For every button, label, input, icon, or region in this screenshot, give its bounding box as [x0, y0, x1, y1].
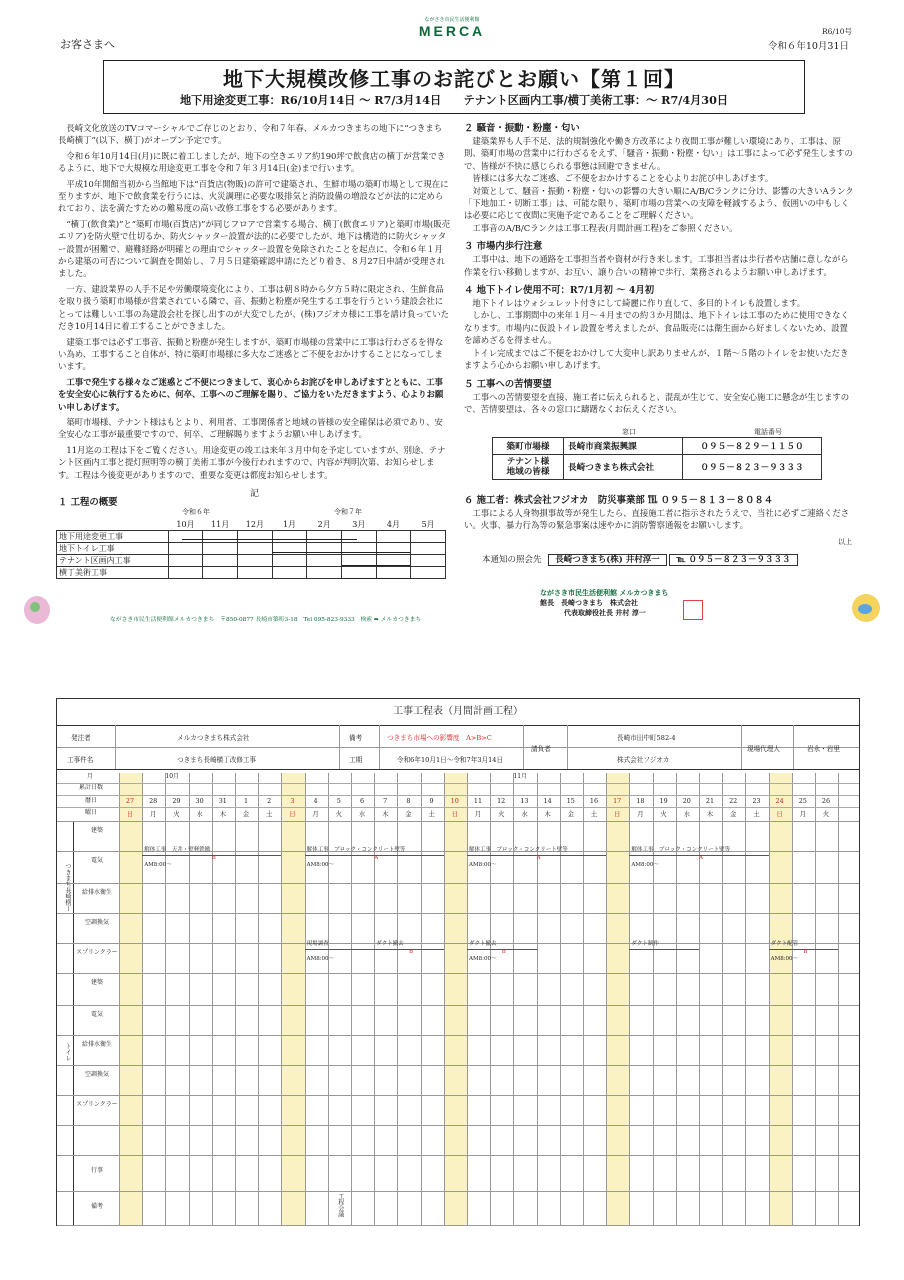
sunday-column: [444, 773, 467, 1225]
schedule-bar: [182, 539, 357, 540]
section-5-body: 工事への苦情要望を直接、施工者に伝えられると、混乱が生じて、安全安心施工に懸念が生じますので、苦情要望は、各々の窓口に躊躇なくお伝えください。: [464, 391, 850, 414]
grid-line: [57, 1191, 859, 1192]
contact-head-phone: 電話番号: [754, 428, 782, 436]
month-11-label: 11月: [513, 773, 528, 780]
task-rank: B: [211, 855, 216, 861]
calendar-weekday: 土: [590, 810, 598, 818]
intro-paragraph: 平成10年開館当初から当館地下は“百貨店(物販)の許可で建築され、生鮮市場の築町市場として現在に至りますが、地下で飲食業を行うには、火災調理に必要な吸排気と消防設備の増設などが法的に定められており、法を満たすための難易度の高い改修工事をする必要があります。: [58, 178, 449, 214]
calendar-day: 11: [473, 797, 483, 805]
inquiry-phone: ℡ ０９５－８２３－９３３３: [669, 554, 797, 566]
row-label: 給排水衛生: [81, 1041, 112, 1048]
month-header: 3月: [352, 520, 366, 529]
contractor-value: 株式会社フジオカ: [617, 756, 670, 764]
calendar-day: 5: [336, 797, 341, 805]
site-agent-value: 岩永・岩里: [807, 745, 840, 753]
calendar-day: 24: [775, 797, 784, 805]
calendar-weekday: 日: [126, 810, 134, 818]
sunday-column: [281, 773, 304, 1225]
schedule-row-label: 地下トイレ工事: [57, 543, 169, 555]
task-time: AM8:00～: [469, 956, 497, 962]
calendar-day: 25: [798, 797, 807, 805]
row-label: 建築: [90, 827, 103, 834]
note-label: 備考: [349, 734, 363, 742]
task-bar: [305, 949, 375, 950]
section-5-heading: ５ 工事への苦情要望: [464, 378, 552, 390]
grid-line: [653, 773, 654, 1225]
closing-ijo: 以上: [838, 538, 852, 546]
calendar-weekday: 金: [567, 810, 574, 818]
footer-ceo: 代表取締役社長 井村 淳一: [564, 608, 646, 617]
task-rank: B: [501, 949, 506, 955]
grid-line: [57, 795, 859, 796]
intro-paragraph: 建築工事では必ず工事音、振動と粉塵が発生しますが、築町市場様の営業中に工事は行わざるを得ない為め、工事すること自体が、特に築町市場様に多大なご迷惑とご不便をおかけすることになってしまいます。: [58, 336, 444, 372]
grid-line: [421, 773, 422, 1225]
calendar-weekday: 火: [497, 810, 505, 818]
calendar-day: 13: [520, 797, 529, 805]
schedule-row-label: テナント区画内工事: [57, 555, 169, 567]
calendar-day: 6: [359, 797, 365, 805]
grid-line: [513, 773, 514, 1225]
grid-line: [281, 773, 282, 1225]
section-6-body: 工事による人身物損事故等が発生したら、直接施工者に指示されたうえで、当社に必ずご連絡ください。火事、暴力行為等の緊急事案は速やかに消防警察通報をお願いします。: [464, 508, 850, 531]
grid-line: [745, 773, 746, 1225]
grid-line: [165, 773, 166, 1225]
calendar-day: 7: [383, 797, 388, 805]
grid-line: [444, 773, 445, 1225]
section-4-body: トイレ完成まではご不便をおかけして大変申し訳ありませんが、１階〜５階のトイレをお使いただきますよう心からお願い申しあげます。: [464, 347, 849, 371]
contact-table: [492, 437, 822, 480]
row-label: 給排水衛生: [81, 889, 112, 896]
task-time: AM8:00～: [631, 862, 659, 868]
section-3-body: 工事中は、地下の通路を工事担当者や資材が行き来します。工事担当者は歩行者や店舗に意しながら作業を行い移動しますが、お互い、譲り合いの精神で歩行、業務されるようお願い申しあげます。: [464, 254, 849, 277]
contact-who: 築町市場様: [493, 438, 564, 455]
task-name: 解体工事 天井・壁軽鉄撤: [144, 847, 211, 853]
grid-line: [374, 773, 375, 1225]
task-time: AM8:00～: [144, 862, 172, 868]
grid-line: [57, 913, 859, 914]
intro-text: [58, 122, 450, 481]
inquiry-line: [482, 553, 798, 565]
calendar-day: 3: [290, 797, 295, 805]
task-name: 解体工事 ブロック・コンクリート壁等: [631, 847, 731, 853]
addressee: お客さまへ: [60, 38, 115, 51]
grid-line: [57, 1035, 859, 1036]
schedule-overview-chart: [56, 519, 446, 579]
calendar-weekday: 金: [242, 810, 250, 818]
contractor-label: 請負者: [531, 745, 551, 753]
calendar-day: 30: [195, 797, 204, 805]
impact-note: つきまち市場への影響度 A>B>C: [387, 734, 492, 742]
section-2-body: 工事音のA/B/Cランクは工事工程表(月間計画工程)をご参照ください。: [472, 222, 738, 233]
calendar-day: 8: [406, 797, 411, 805]
month-header: 11月: [211, 520, 230, 529]
grid-line: [189, 773, 190, 1225]
grid-line: [537, 773, 538, 1225]
calendar-day: 10: [450, 797, 459, 805]
section-4-body: 地下トイレはウォシュレット付きにして綺麗に作り直して、多目的トイレも設置します。: [472, 298, 806, 309]
mascot-left-detail-icon: [30, 602, 40, 612]
grid-line: [57, 1125, 859, 1126]
task-bar: [629, 949, 699, 950]
task-rank: A: [374, 855, 379, 861]
grid-line: [57, 783, 859, 784]
issue-date: 令和６年10月31日: [767, 41, 849, 52]
calendar-day: 20: [682, 797, 691, 805]
calendar-weekday: 月: [474, 810, 482, 818]
calendar-weekday: 火: [822, 810, 830, 818]
calendar-weekday: 土: [753, 810, 760, 818]
grid-line: [57, 883, 859, 884]
task-name: 解体工事 ブロック・コンクリート壁等: [306, 847, 406, 853]
mascot-right-detail-icon: [858, 604, 872, 614]
grid-line: [560, 773, 561, 1225]
grid-line: [815, 773, 816, 1225]
task-name: 現場調査: [306, 941, 329, 947]
grid-line: [57, 807, 859, 808]
contact-head-window: 窓口: [622, 428, 636, 436]
logo-text: MERCA: [418, 23, 486, 39]
schedule-bar: [272, 552, 409, 553]
grid-line: [119, 773, 120, 1225]
right-column: [464, 122, 856, 415]
calendar-weekday: 水: [521, 810, 528, 818]
grid-line: [699, 773, 700, 1225]
task-name: ダクト撤去: [376, 941, 404, 947]
calendar-day: 4: [313, 797, 318, 805]
group-label: つきまち長崎横丁: [64, 863, 71, 911]
footer-tag: ながさき市民生活便利館 メルカつきまち: [540, 588, 669, 597]
work-name-value: つきまち長崎横丁改修工事: [177, 756, 257, 764]
inquiry-name: 長崎つきまち(株) 井村淳一: [548, 554, 667, 566]
schedule-bar: [342, 565, 410, 566]
calendar-weekday: 木: [544, 810, 551, 818]
calendar-day: 15: [566, 797, 575, 805]
calendar-grid: [57, 773, 859, 1225]
sheet-title: 工事工程表（月間計画工程）: [57, 699, 859, 726]
calendar-weekday: 水: [683, 810, 690, 818]
sunday-column: [119, 773, 142, 1225]
month-label: 月: [87, 773, 94, 780]
contact-row: [493, 438, 822, 455]
task-name: ダクト制作: [631, 941, 659, 947]
task-name: ダクト配管: [770, 941, 799, 947]
row-label: スプリンクラー: [76, 1101, 118, 1108]
meeting-note: 工程会議: [336, 1193, 344, 1217]
construction-schedule-sheet: [56, 698, 860, 1226]
grid-line: [57, 1065, 859, 1066]
calendar-day: 12: [497, 797, 506, 805]
calendar-weekday: 金: [729, 810, 737, 818]
grid-line: [629, 773, 630, 1225]
calendar-weekday: 月: [799, 810, 806, 818]
task-time: AM8:00～: [469, 862, 497, 868]
calendar-weekday: 月: [312, 810, 319, 818]
grid-line: [838, 773, 839, 1225]
footer-address: ながさき市民生活便利館メルカつきまち 〒850-0877 長崎市築町3-18 Tel 095-823-9333 検索 ➡ メルカつきまち: [110, 617, 422, 623]
task-rank: B: [803, 949, 808, 955]
group-divider: [73, 821, 74, 1225]
schedule-year-2025: 令和７年: [334, 508, 362, 516]
group-label: トイレ: [64, 1043, 71, 1061]
grid-line: [57, 943, 859, 944]
intro-paragraph: 長崎文化放送のTVコマーシャルでご存じのとおり、令和７年春、メルカつきまちの地下に“つきまち長崎横丁”(以下、横丁)がオープン予定です。: [58, 123, 443, 146]
calendar-day: 16: [589, 797, 599, 805]
calendar-weekday: 月: [637, 810, 644, 818]
calendar-day: 1: [243, 797, 249, 805]
calendar-day: 29: [172, 797, 181, 805]
task-rank: B: [409, 949, 414, 955]
contact-window: 長崎つきまち株式会社: [564, 455, 683, 480]
footer-company: 館長 長崎つきまち 株式会社: [540, 598, 638, 607]
grid-line: [722, 773, 723, 1225]
row-label: 行事: [90, 1167, 103, 1174]
calendar-weekday: 日: [613, 810, 621, 818]
logo-tagline: ながさき市民生活便利館: [424, 17, 480, 23]
schedule-heading: １ 工程の概要: [58, 497, 118, 508]
grid-line: [328, 773, 329, 1225]
month-header: 12月: [245, 520, 264, 529]
footer-signature: [540, 588, 668, 618]
task-time: AM8:00～: [306, 956, 335, 962]
cumulative-days-label: 累計日数: [79, 784, 104, 791]
period-label: 工期: [349, 756, 363, 764]
site-address: 長崎市田中町582-4: [617, 734, 676, 742]
schedule-row: [57, 531, 446, 543]
date-label: 暦日: [85, 797, 98, 804]
sheet-info: [57, 725, 859, 770]
row-label: 備考: [90, 1203, 103, 1210]
grid-line: [467, 773, 468, 1225]
calendar-weekday: 金: [405, 810, 412, 818]
grid-line: [258, 773, 259, 1225]
section-3-heading: ３ 市場内歩行注意: [464, 241, 543, 253]
grid-line: [142, 773, 143, 1225]
section-2-body: 対策として、騒音・振動・粉塵・匂いの影響の大きい順にA/B/Cランクに分け、影響の大きいAランク「下地加工・切断工事」は、可能な限り、築町市場の営業への支障を軽減するよう、仮囲いの中もしくは必要に応じて夜間に実施予定であることをご理解ください。: [464, 185, 854, 221]
row-label: 電気: [90, 857, 103, 864]
title-box: [103, 60, 805, 114]
calendar-day: 31: [218, 797, 227, 805]
row-label: 建築: [90, 979, 103, 986]
calendar-day: 22: [729, 797, 738, 805]
row-label: 電気: [90, 1011, 103, 1018]
calendar-day: 28: [149, 797, 158, 805]
intro-paragraph: 築町市場様、テナント様はもとより、利用者、工事関係者と地域の皆様の安全確保は必須であり、安全安心な工事が最重要ですので、何卒、ご理解賜りますようお願い申しあげます。: [58, 416, 443, 440]
ki-mark: 記: [250, 489, 260, 499]
calendar-weekday: 木: [381, 810, 389, 818]
grid-line: [583, 773, 584, 1225]
task-time: AM8:00～: [306, 862, 335, 868]
calendar-weekday: 火: [660, 810, 667, 818]
section-4-body: しかし、工事期間中の来年１月〜４月までの約３か月間は、地下トイレは工事のために使用できなくなります。市場内に仮設トイレ設置を考えましたが、食品販売には衛生面から好ましくないため、設置を諦めざるを得ません。: [464, 310, 849, 346]
schedule-row-label: 地下用途変更工事: [57, 531, 169, 543]
contact-who: テナント様 地域の皆様: [493, 455, 564, 480]
grid-line: [397, 773, 398, 1225]
calendar-day: 17: [613, 797, 622, 805]
construction-period: 地下用途変更工事：R6/10月14日 〜 R7/3月14日 テナント区画内工事/横丁美術工事：〜 R7/4月30日: [179, 93, 729, 107]
orderer-value: メルカつきまち株式会社: [177, 734, 250, 742]
contact-phone: ０９５－８２３－９３３３: [683, 455, 822, 480]
intro-paragraph: 一方、建設業界の人手不足や労働環境変化により、工事は朝８時から夕方５時に限定され、生鮮食品を取り扱う築町市場様が営業されている隣で、音、振動と粉塵が発生する工事を行うという建設会社にとっては難しい工事の為建設会社を探し出すのが大変でしたが、(株)フジオカ様に工事を請け負っていただき10月14日に着工することができました。: [58, 283, 450, 332]
work-name-label: 工事件名: [67, 756, 94, 764]
grid-line: [57, 1225, 859, 1226]
section-4-heading: ４ 地下トイレ使用不可：R7/1月初 〜 4月初: [464, 285, 655, 297]
task-name: 解体工事 ブロック・コンクリート壁等: [469, 847, 568, 853]
page-title: 地下大規模改修工事のお詫びとお願い【第１回】: [223, 67, 685, 91]
orderer-label: 発注者: [71, 734, 91, 742]
grid-line: [305, 773, 306, 1225]
sunday-column: [606, 773, 629, 1225]
calendar-weekday: 火: [335, 810, 342, 818]
calendar-weekday: 水: [358, 810, 366, 818]
calendar-day: 23: [752, 797, 761, 805]
task-rank: A: [699, 855, 703, 861]
task-name: ダクト撤去: [469, 941, 497, 947]
grid-line: [57, 821, 859, 822]
section-2-body: 皆様には多大なご迷惑、ご不便をおかけすることを心よりお詫び申しあげます。: [472, 173, 774, 184]
calendar-day: 2: [267, 797, 272, 805]
section-6: [464, 494, 856, 532]
grid-line: [57, 1005, 859, 1006]
month-header: 5月: [421, 520, 435, 529]
contact-row: [493, 455, 822, 480]
schedule-bar: [342, 578, 410, 579]
calendar-weekday: 土: [265, 810, 273, 818]
contact-phone: ０９５－８２９－１１５０: [683, 438, 822, 455]
grid-line: [212, 773, 213, 1225]
grid-line: [57, 973, 859, 974]
calendar-weekday: 土: [428, 810, 435, 818]
grid-line: [351, 773, 352, 1225]
calendar-day: 14: [543, 797, 552, 805]
calendar-weekday: 水: [196, 810, 203, 818]
grid-line: [235, 773, 236, 1225]
calendar-day: 26: [821, 797, 831, 805]
grid-line: [57, 1155, 859, 1156]
schedule-row: [57, 567, 446, 579]
grid-line: [769, 773, 770, 1225]
contact-table-wrap: [492, 427, 822, 480]
row-label: 空調換気: [84, 919, 109, 926]
calendar-day: 9: [429, 797, 434, 805]
weekday-label: 曜日: [85, 809, 98, 816]
calendar-day: 19: [659, 797, 668, 805]
schedule-row-label: 横丁美術工事: [57, 567, 169, 579]
grid-line: [490, 773, 491, 1225]
site-agent-label: 現場代理人: [747, 745, 780, 753]
calendar-weekday: 火: [173, 810, 180, 818]
grid-line: [792, 773, 793, 1225]
grid-line: [606, 773, 607, 1225]
intro-paragraph: “横丁(飲食業)”と“築町市場(百貨店)”が同じフロアで営業する場合、横丁(飲食エリア)と築町市場(販売エリア)を防火壁で仕切るか、防火シャッター設置が法的に必要でしたが、地下は構造的に防火シャッター設置が困難で、避難経路が明確との理由でシャッター設置を免除されたことを起点に、令和６年１月から建築の可否について調査を開始し、７月５日建築確認申請にたどり着き、８月27日申請が受理されました。: [58, 218, 451, 279]
row-label: 空調換気: [84, 1071, 109, 1078]
calendar-weekday: 月: [149, 810, 157, 818]
calendar-weekday: 木: [706, 810, 714, 818]
calendar-weekday: 木: [219, 810, 226, 818]
task-time: AM8:00～: [770, 956, 799, 962]
month-header: 10月: [176, 520, 195, 529]
month-header: 4月: [386, 520, 400, 529]
intro-paragraph: 令和６年10月14日(月)に既に着工しましたが、地下の空きエリア約190坪で飲食店の横丁が営業できるように、地下で大規模な用途変更工事を令和７年３月14日(金)まで行います。: [58, 150, 446, 174]
section-2-heading: ２ 騒音・振動・粉塵・匂い: [464, 123, 580, 134]
intro-paragraph: 工事で発生する様々なご迷惑とご不便につきまして、衷心からお詫びを申しあげますとともに、工事を安全安心に執行するために、何卒、工事へのご理解を賜り、ご協力をいただきますよう、心よりお願い申しあげます。: [58, 376, 444, 412]
sunday-column: [769, 773, 792, 1225]
task-rank: A: [536, 855, 541, 861]
calendar-weekday: 日: [776, 810, 783, 818]
month-header: 1月: [282, 520, 297, 529]
schedule-year-2024: 令和６年: [182, 508, 210, 516]
calendar-weekday: 日: [289, 810, 296, 818]
grid-line: [676, 773, 677, 1225]
merca-logo: [400, 16, 504, 39]
grid-line: [57, 1095, 859, 1096]
schedule-table: [56, 519, 446, 579]
inquiry-label: 本通知の照会先: [482, 555, 542, 565]
section-6-heading: ６ 施工者：株式会社フジオカ 防災事業部 ℡ ０９５－８１３－８０８４: [464, 495, 774, 506]
calendar-weekday: 日: [451, 810, 458, 818]
period-value: 令和6年10月1日～令和7年3月14日: [397, 756, 504, 764]
month-10-label: 10月: [165, 773, 180, 780]
intro-paragraph: 11月迄の工程は下をご覧ください。用途変更の竣工は来年３月中旬を予定していますが、別途、テナント区画内工事と提灯照明等の横丁美術工事が今後行われますので、内容が判明次第、お知らせします。工程は今後変更がありますので、重要な変更は都度お知らせします。: [58, 444, 446, 480]
calendar-day: 21: [705, 797, 715, 805]
row-label: スプリンクラー: [76, 949, 118, 956]
calendar-day: 27: [125, 797, 135, 805]
issue-number: R6/10号: [822, 27, 852, 36]
company-seal-icon: [683, 600, 703, 620]
month-header: 2月: [317, 520, 331, 529]
section-2-body: 建築業界も人手不足、法的規制強化や働き方改革により夜間工事が難しい環境にあり、工事は、原則、築町市場の営業中に行わざるをえず、「騒音・振動・粉塵・匂い」は工事によって必ず発生しますので、皆様が不快に感じられる事態は回避できません。: [464, 136, 853, 171]
contact-window: 長崎市商業振興課: [564, 438, 683, 455]
calendar-day: 18: [636, 797, 645, 805]
